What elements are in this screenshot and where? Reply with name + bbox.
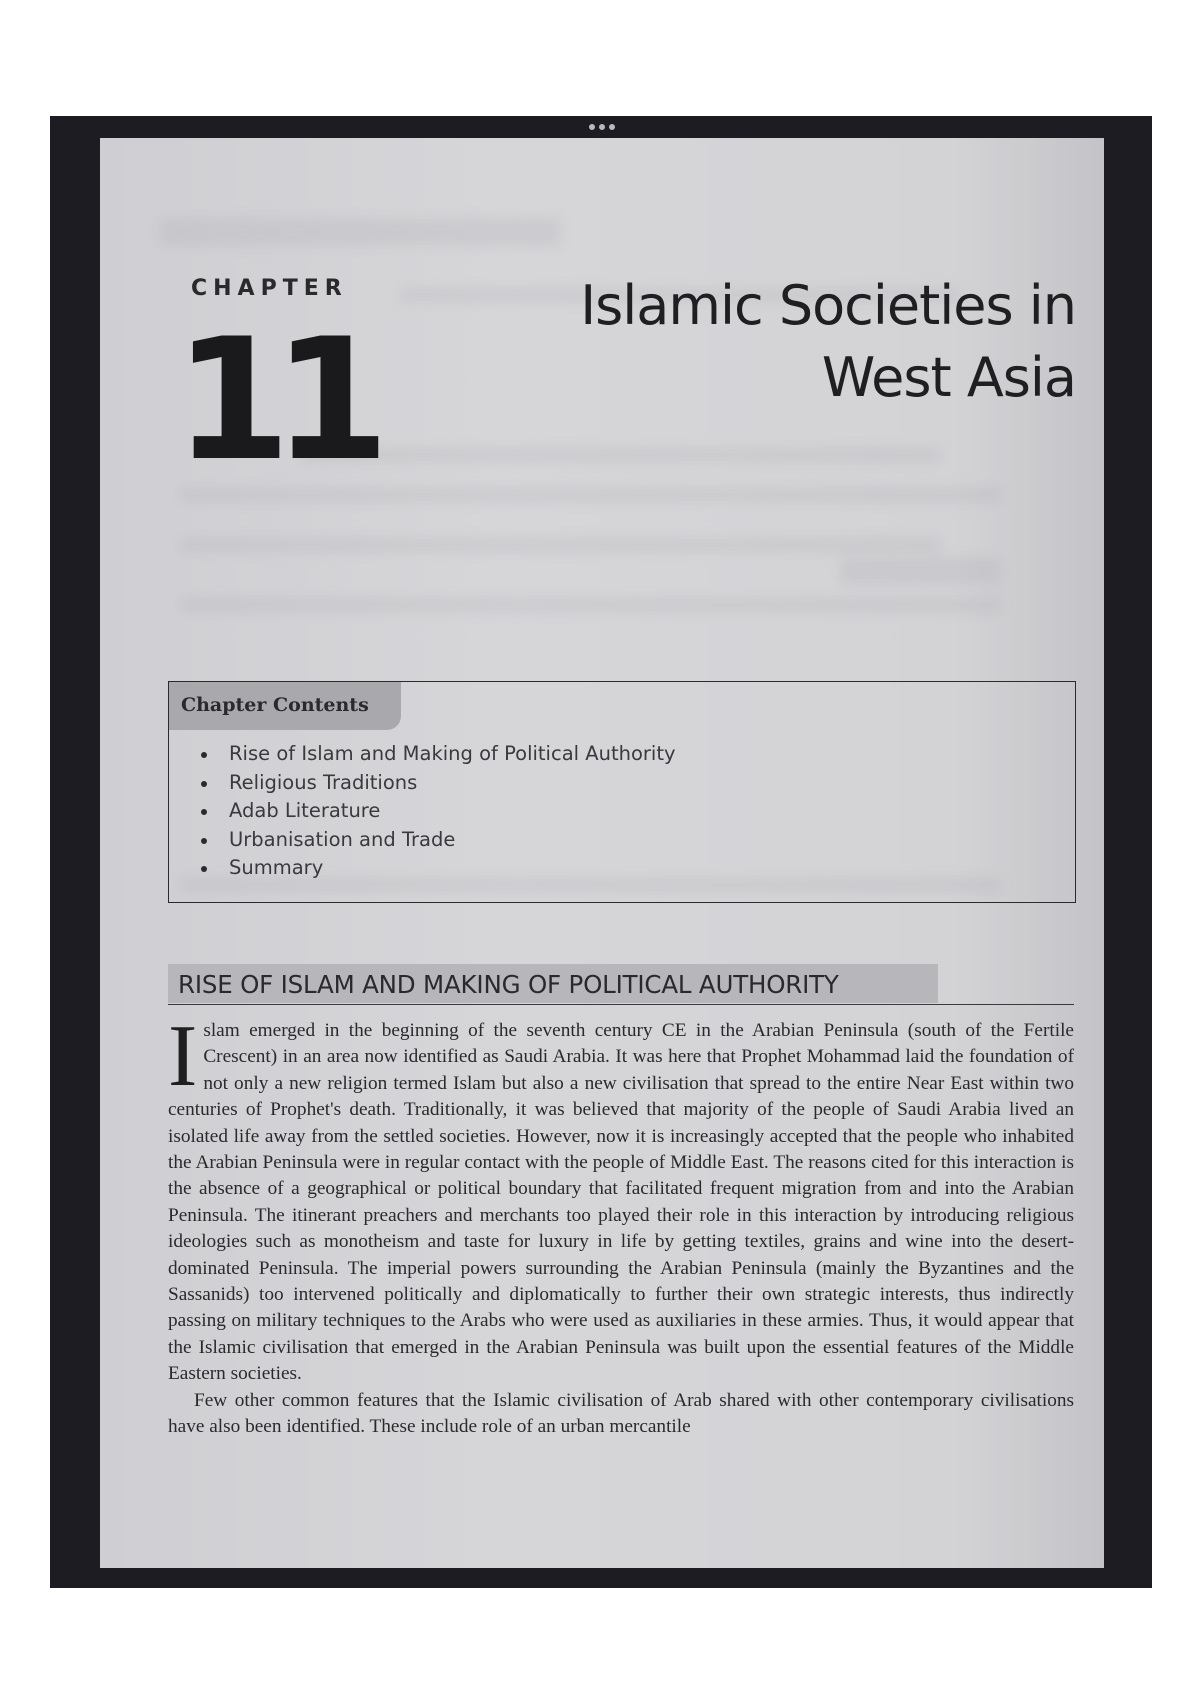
section-heading-text: RISE OF ISLAM AND MAKING OF POLITICAL AUTHORITY: [178, 970, 839, 999]
drop-cap: I: [168, 1008, 198, 1105]
document-viewer-frame: [50, 116, 1152, 1588]
contents-item: Rise of Islam and Making of Political Authority: [197, 740, 676, 769]
contents-item: Summary: [197, 854, 676, 883]
chapter-number: 11: [174, 302, 372, 498]
paragraph-1-text: slam emerged in the beginning of the seventh century CE in the Arabian Peninsula (south of the Fertile Crescent) in an area now identified as Saudi Arabia. It was here that Prophet Mohammad laid the foundation of not only a new religion termed Islam but also a new civilisation that spread to the entire Near East within two centuries of Prophet's death. Traditionally, it was believed that majority of the people of Saudi Arabia lived an isolated life away from the settled societies. However, now it is increasingly accepted that the people who inhabited the Arabian Peninsula were in regular contact with the people of Middle East. The reasons cited for this interaction is the absence of a geographical or political boundary that facilitated frequent migration from and into the Arabian Peninsula. The itinerant preachers and merchants too played their role in this interaction by introducing religious ideologies such as monotheism and taste for luxury in life by getting textiles, grains and wine into the desert-dominated Peninsula. The imperial powers surrounding the Arabian Peninsula (mainly the Byzantines and the Sassanids) too intervened politically and diplomatically to further their own strategic interests, thus indirectly passing on military techniques to the Arabs who were used as auxiliaries in these armies. Thus, it would appear that the Islamic civilisation that emerged in the Arabian Peninsula was built upon the essential features of the Middle Eastern societies.: [168, 1020, 1074, 1385]
paragraph-1: [168, 1008, 1074, 1388]
contents-item: Religious Traditions: [197, 769, 676, 798]
contents-item: Urbanisation and Trade: [197, 826, 676, 855]
scanned-page: [100, 138, 1104, 1568]
more-dots-icon[interactable]: [582, 122, 622, 132]
chapter-label: CHAPTER: [191, 276, 348, 301]
contents-item: Adab Literature: [197, 797, 676, 826]
section-heading: [168, 964, 1074, 1005]
contents-heading: Chapter Contents: [181, 694, 369, 716]
paragraph-2: Few other common features that the Islamic civilisation of Arab shared with other contemporary civilisations have also been identified. These include role of an urban mercantile: [168, 1389, 1074, 1438]
chapter-title-line-2: West Asia: [821, 346, 1076, 409]
chapter-title-line-1: Islamic Societies in: [580, 274, 1076, 337]
body-text: [168, 1008, 1074, 1441]
chapter-contents-box: [168, 681, 1076, 903]
contents-list: [197, 740, 676, 883]
chapter-title: [476, 270, 1076, 414]
